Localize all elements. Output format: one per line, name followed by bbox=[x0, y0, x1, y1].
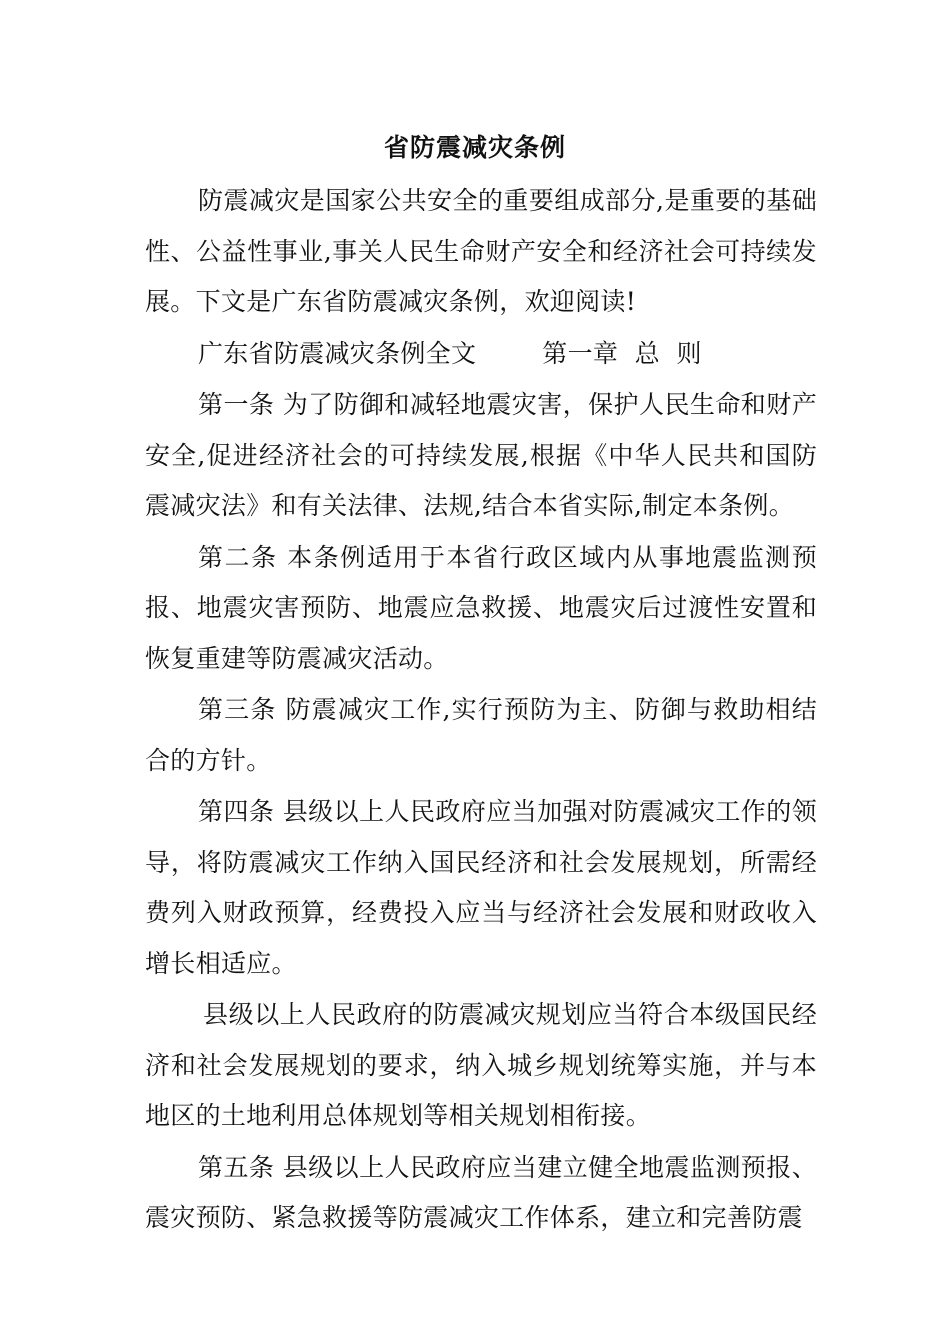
intro-paragraph: 防震减灾是国家公共安全的重要组成部分,是重要的基础性、公益性事业,事关人民生命财产安全和经济社会可持续发展。下文是广东省防震减灾条例，欢迎阅读! bbox=[145, 186, 817, 316]
article-5-paragraph: 第五条 县级以上人民政府应当建立健全地震监测预报、震灾预防、紧急救援等防震减灾工作体系，建立和完善防震 bbox=[145, 1152, 817, 1232]
article-4-paragraph: 第四条 县级以上人民政府应当加强对防震减灾工作的领导，将防震减灾工作纳入国民经济和社会发展规划，所需经费列入财政预算，经费投入应当与经济社会发展和财政收入增长相适应。 bbox=[145, 797, 817, 978]
article-2-paragraph: 第二条 本条例适用于本省行政区域内从事地震监测预报、地震灾害预防、地震应急救援、地震灾后过渡性安置和恢复重建等防震减灾活动。 bbox=[145, 542, 817, 673]
chapter-heading-line: 广东省防震减灾条例全文 第一章 总 则 bbox=[198, 338, 702, 368]
article-1-paragraph: 第一条 为了防御和减轻地震灾害，保护人民生命和财产安全,促进经济社会的可持续发展,根据《中华人民共和国防震减灾法》和有关法律、法规,结合本省实际,制定本条例。 bbox=[145, 390, 817, 520]
document-body bbox=[145, 176, 817, 1244]
article-3-paragraph: 第三条 防震减灾工作,实行预防为主、防御与救助相结合的方针。 bbox=[145, 695, 817, 775]
document-title: 省防震减灾条例 bbox=[383, 133, 566, 162]
article-4-continuation-paragraph: 县级以上人民政府的防震减灾规划应当符合本级国民经济和社会发展规划的要求，纳入城乡规划统筹实施，并与本地区的土地利用总体规划等相关规划相衔接。 bbox=[145, 1000, 817, 1130]
